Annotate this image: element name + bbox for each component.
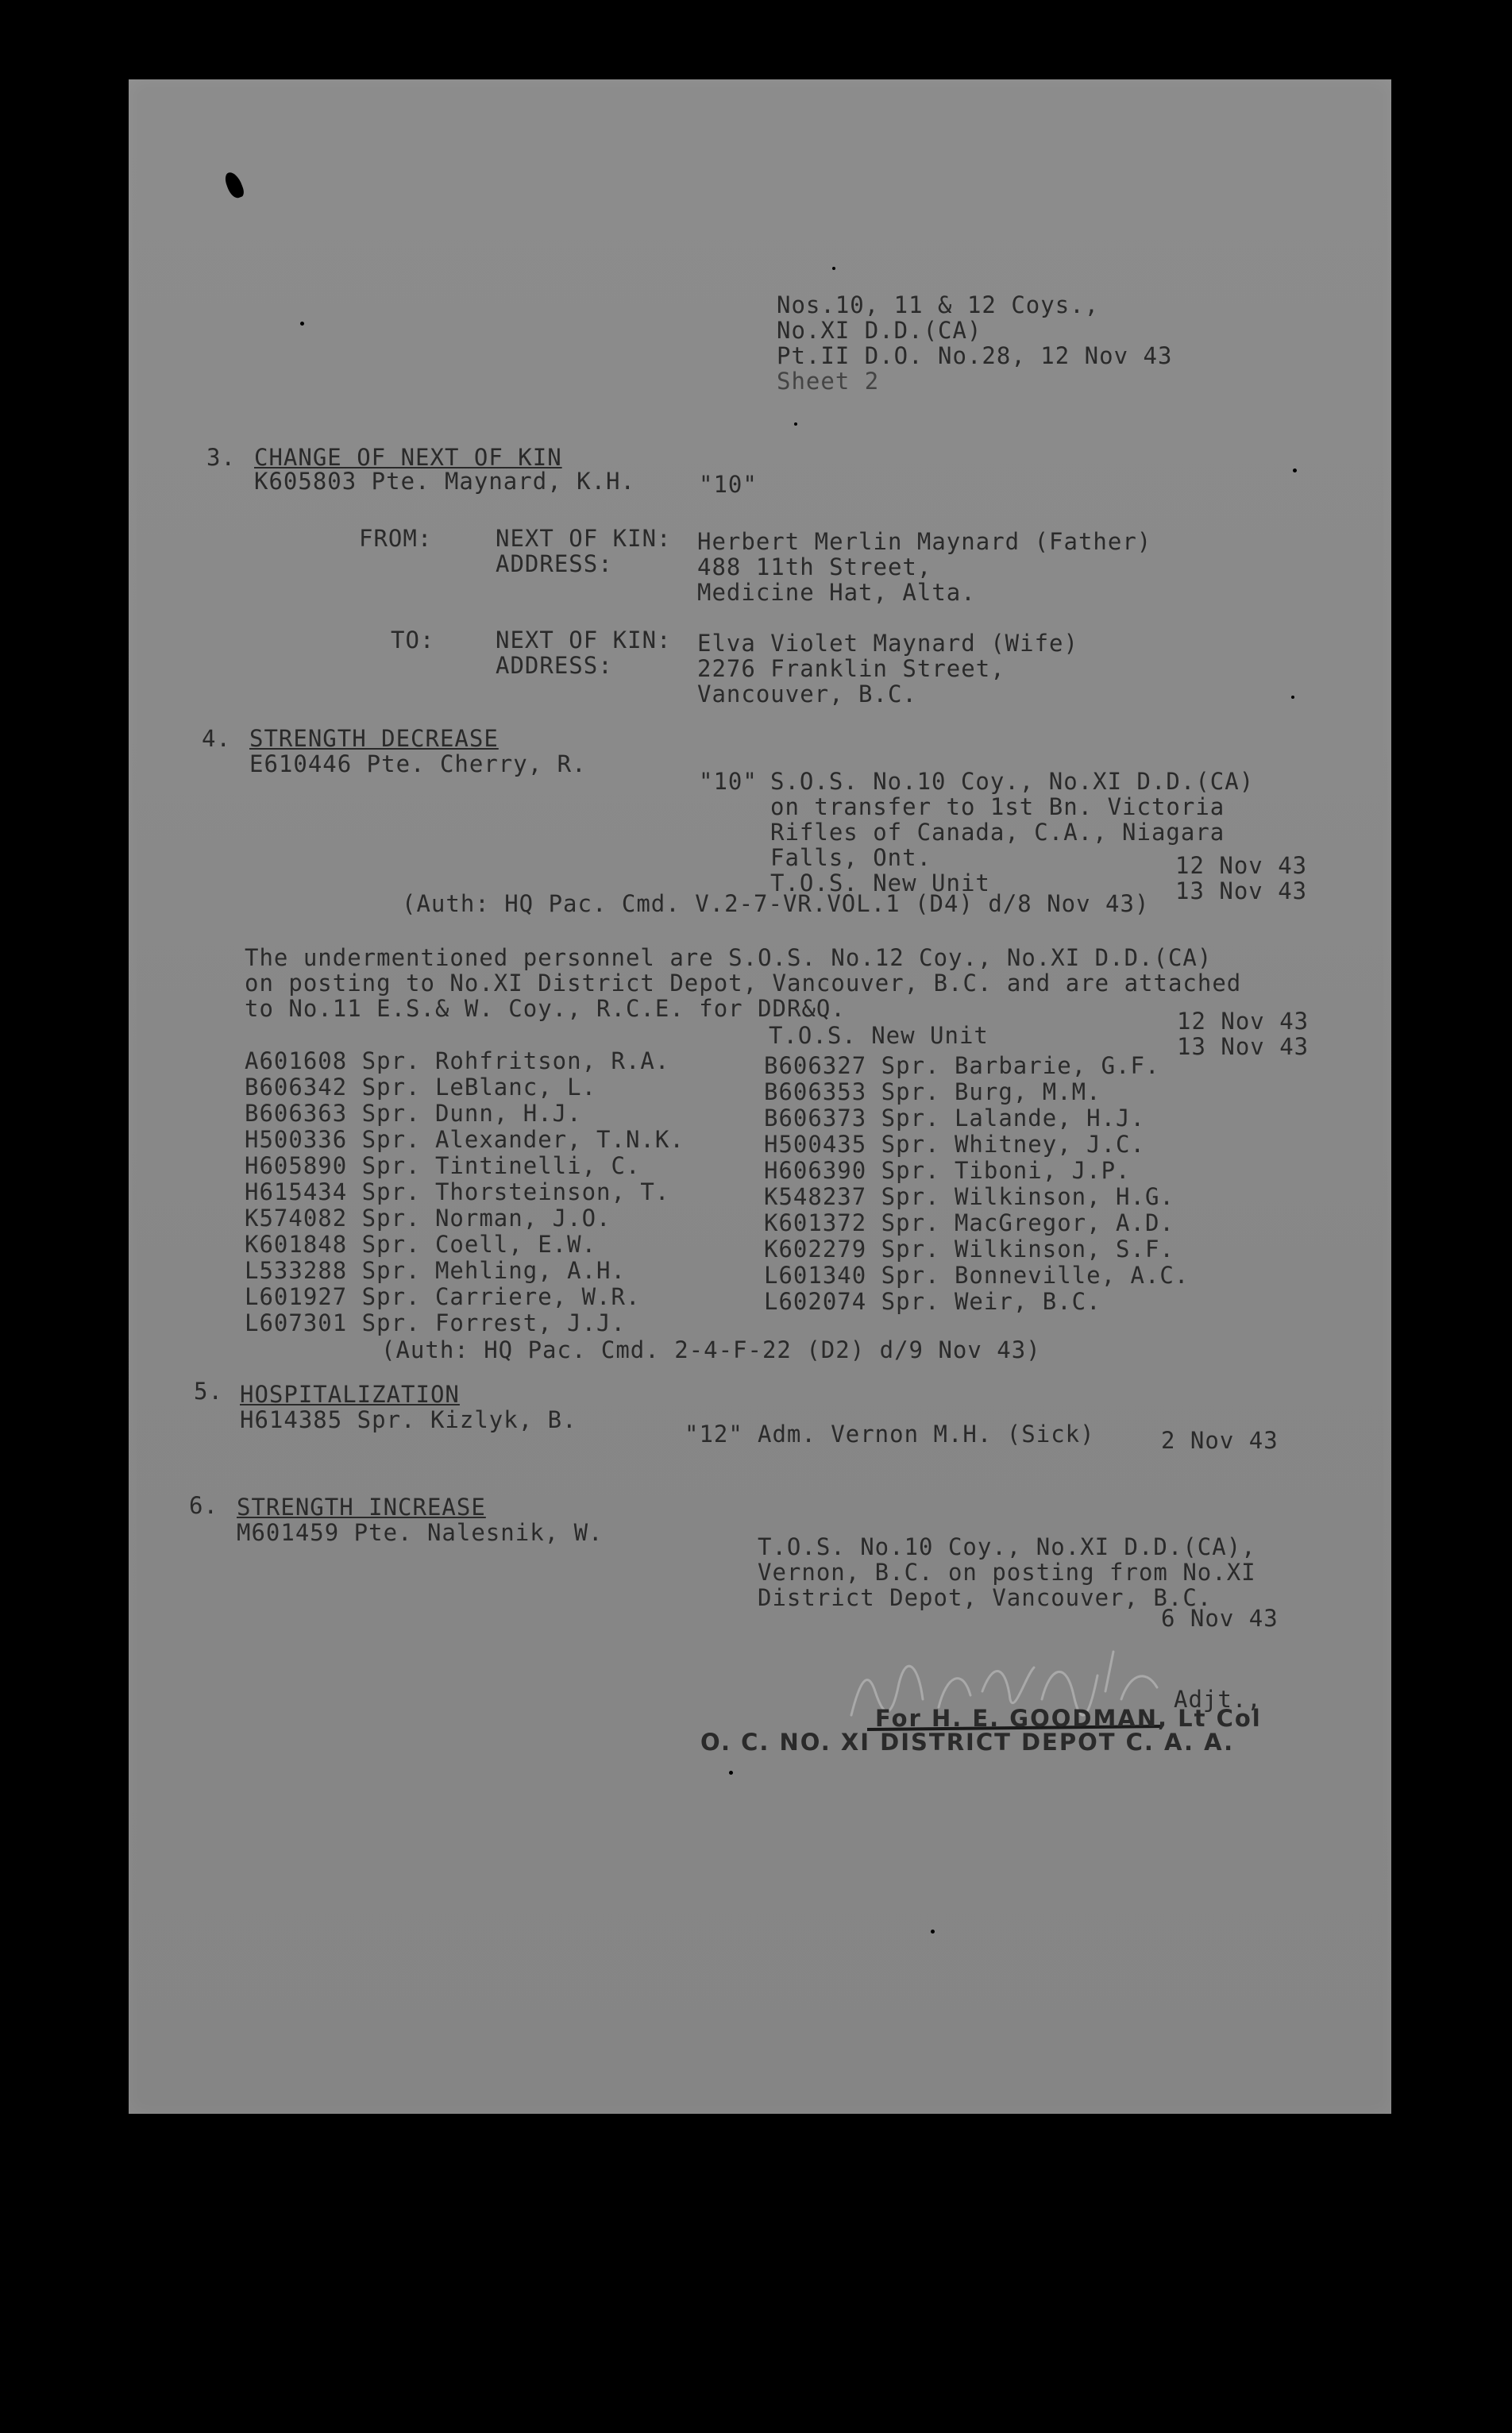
detail-line: Falls, Ont. — [770, 844, 932, 871]
list-item: H605890 Spr. Tintinelli, C. — [245, 1152, 641, 1179]
nok-name: Herbert Merlin Maynard (Father) — [697, 528, 1152, 555]
nok-label: NEXT OF KIN: — [496, 627, 672, 654]
list-item: B606373 Spr. Lalande, H.J. — [764, 1105, 1145, 1132]
list-item: L602074 Spr. Weir, B.C. — [764, 1288, 1101, 1315]
speck — [300, 322, 304, 326]
date: 13 Nov 43 — [1175, 877, 1308, 904]
address-line: 2276 Franklin Street, — [697, 655, 1005, 682]
speck — [1293, 468, 1297, 472]
subject-line: K605803 Pte. Maynard, K.H. — [254, 468, 635, 495]
address-line: 488 11th Street, — [697, 553, 932, 580]
list-item: B606363 Spr. Dunn, H.J. — [245, 1100, 582, 1127]
list-item: H606390 Spr. Tiboni, J.P. — [764, 1157, 1131, 1184]
detail-line: T.O.S. New Unit — [770, 869, 990, 896]
list-item: K602279 Spr. Wilkinson, S.F. — [764, 1236, 1174, 1263]
paragraph-line: to No.11 E.S.& W. Coy., R.C.E. for DDR&Q. — [245, 995, 846, 1022]
date: 2 Nov 43 — [1161, 1427, 1279, 1454]
detail-line: District Depot, Vancouver, B.C. — [758, 1584, 1213, 1611]
address-line: Medicine Hat, Alta. — [697, 579, 976, 606]
date: 12 Nov 43 — [1175, 852, 1308, 879]
paragraph-line: on posting to No.XI District Depot, Vancouver, B.C. and are attached — [245, 970, 1242, 997]
speck — [832, 267, 835, 270]
to-label: TO: — [391, 627, 435, 654]
signatory-line: For H. E. GOODMAN, Lt Col — [875, 1705, 1262, 1732]
date: 13 Nov 43 — [1177, 1033, 1310, 1060]
section-number: 4. — [202, 725, 231, 752]
detail-line: T.O.S. No.10 Coy., No.XI D.D.(CA), — [758, 1533, 1256, 1560]
list-item: L607301 Spr. Forrest, J.J. — [245, 1309, 626, 1336]
list-item: K574082 Spr. Norman, J.O. — [245, 1205, 611, 1232]
detail-line: Vernon, B.C. on posting from No.XI — [758, 1559, 1256, 1586]
header-line: No.XI D.D.(CA) — [777, 317, 982, 344]
ink-mark — [223, 170, 246, 200]
list-item: A601608 Spr. Rohfritson, R.A. — [245, 1047, 670, 1074]
coy-tag: "10" — [699, 471, 758, 498]
list-item: H500435 Spr. Whitney, J.C. — [764, 1131, 1145, 1158]
paragraph-line: The undermentioned personnel are S.O.S. No.12 Coy., No.XI D.D.(CA) — [245, 944, 1213, 971]
section-number: 5. — [194, 1378, 223, 1405]
subject-line: H614385 Spr. Kizlyk, B. — [240, 1406, 577, 1433]
list-item: L601340 Spr. Bonneville, A.C. — [764, 1262, 1190, 1289]
section-number: 3. — [206, 444, 236, 471]
list-item: L601927 Spr. Carriere, W.R. — [245, 1283, 641, 1310]
list-item: K548237 Spr. Wilkinson, H.G. — [764, 1183, 1174, 1210]
document-page — [129, 79, 1391, 2114]
tos-line: T.O.S. New Unit — [769, 1022, 989, 1049]
speck — [1291, 696, 1294, 699]
office-stamp: O. C. NO. XI DISTRICT DEPOT C. A. A. — [700, 1729, 1235, 1756]
list-item: L533288 Spr. Mehling, A.H. — [245, 1257, 626, 1284]
adjutant-label: Adjt., — [1174, 1686, 1262, 1713]
address-label: ADDRESS: — [496, 652, 613, 679]
list-item: B606353 Spr. Burg, M.M. — [764, 1078, 1101, 1105]
section-number: 6. — [189, 1492, 218, 1519]
nok-name: Elva Violet Maynard (Wife) — [697, 630, 1078, 657]
authority-line: (Auth: HQ Pac. Cmd. V.2-7-VR.VOL.1 (D4) d/8 Nov 43) — [402, 890, 1150, 917]
speck — [729, 1771, 733, 1775]
nok-label: NEXT OF KIN: — [496, 525, 672, 552]
subject-line: E610446 Pte. Cherry, R. — [249, 750, 587, 777]
detail-line: on transfer to 1st Bn. Victoria — [770, 793, 1225, 820]
section-heading: HOSPITALIZATION — [240, 1381, 460, 1408]
detail-line: S.O.S. No.10 Coy., No.XI D.D.(CA) — [770, 768, 1255, 795]
list-item: H615434 Spr. Thorsteinson, T. — [245, 1178, 670, 1205]
from-label: FROM: — [359, 525, 433, 552]
list-item: B606342 Spr. LeBlanc, L. — [245, 1074, 597, 1101]
section-heading: STRENGTH INCREASE — [237, 1494, 486, 1521]
list-item: K601372 Spr. MacGregor, A.D. — [764, 1209, 1174, 1236]
header-line: Sheet 2 — [777, 368, 880, 395]
section-heading: STRENGTH DECREASE — [249, 725, 499, 752]
date: 6 Nov 43 — [1161, 1605, 1279, 1632]
date: 12 Nov 43 — [1177, 1008, 1310, 1035]
header-line: Nos.10, 11 & 12 Coys., — [777, 291, 1100, 318]
detail-line: Rifles of Canada, C.A., Niagara — [770, 819, 1225, 846]
coy-tag: "10" — [699, 768, 758, 795]
speck — [931, 1930, 935, 1934]
list-item: B606327 Spr. Barbarie, G.F. — [764, 1052, 1160, 1079]
subject-line: M601459 Pte. Nalesnik, W. — [237, 1519, 604, 1546]
speck — [794, 422, 797, 426]
list-item: H500336 Spr. Alexander, T.N.K. — [245, 1126, 685, 1153]
section-heading: CHANGE OF NEXT OF KIN — [254, 444, 562, 471]
detail-line: Adm. Vernon M.H. (Sick) — [758, 1421, 1095, 1448]
address-label: ADDRESS: — [496, 550, 613, 577]
header-line: Pt.II D.O. No.28, 12 Nov 43 — [777, 342, 1173, 369]
list-item: K601848 Spr. Coell, E.W. — [245, 1231, 597, 1258]
authority-line: (Auth: HQ Pac. Cmd. 2-4-F-22 (D2) d/9 Nov 43) — [381, 1336, 1041, 1363]
coy-tag: "12" — [685, 1421, 743, 1448]
address-line: Vancouver, B.C. — [697, 681, 917, 708]
